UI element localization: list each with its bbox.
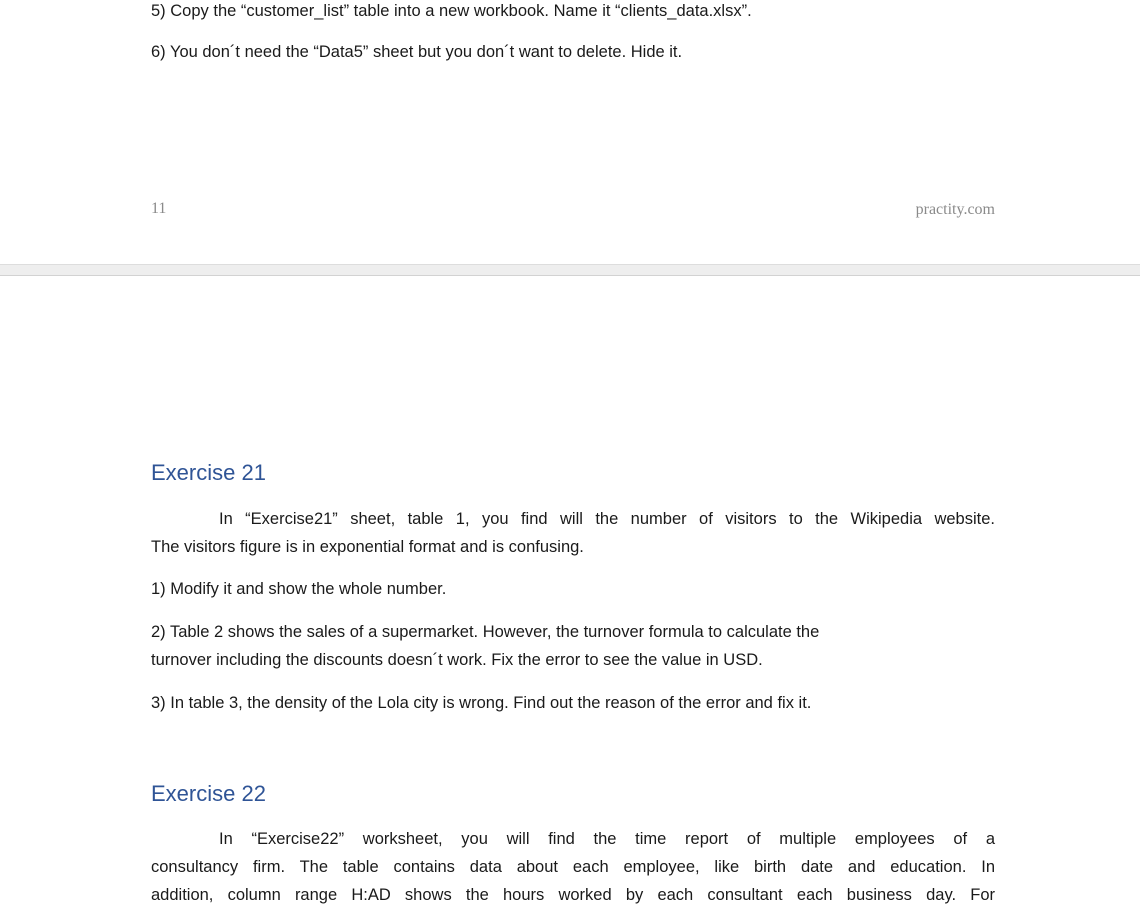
list-item-step-5: 5) Copy the “customer_list” table into a new workbook. Name it “clients_data.xlsx”.	[151, 2, 752, 20]
exercise-21-intro-line-2: The visitors figure is in exponential format and is confusing.	[151, 538, 584, 556]
exercise-21-item-2-line-1: 2) Table 2 shows the sales of a supermarket. However, the turnover formula to calculate the	[151, 623, 820, 641]
exercise-21-item-2-line-2: turnover including the discounts doesn´t work. Fix the error to see the value in USD.	[151, 651, 763, 669]
list-item-step-6: 6) You don´t need the “Data5” sheet but you don´t want to delete. Hide it.	[151, 43, 683, 61]
exercise-21-heading: Exercise 21	[151, 460, 266, 485]
exercise-22-heading: Exercise 22	[151, 781, 266, 806]
exercise-22-line-1: In “Exercise22” worksheet, you will find the time report of multiple employees of a	[219, 830, 995, 848]
page-number: 11	[151, 200, 167, 217]
document-page-12	[0, 276, 1140, 908]
exercise-21-intro-line-1: In “Exercise21” sheet, table 1, you find will the number of visitors to the Wikipedia website.	[219, 510, 995, 528]
document-page-11	[0, 0, 1140, 264]
page-break	[0, 264, 1140, 276]
footer-site: practity.com	[915, 201, 995, 218]
exercise-22-line-3: addition, column range H:AD shows the hours worked by each consultant each business day. For	[151, 886, 995, 904]
exercise-21-item-1: 1) Modify it and show the whole number.	[151, 580, 447, 598]
exercise-22-line-2: consultancy firm. The table contains data about each employee, like birth date and education. In	[151, 858, 995, 876]
exercise-21-item-3: 3) In table 3, the density of the Lola city is wrong. Find out the reason of the error and fix it.	[151, 694, 812, 712]
